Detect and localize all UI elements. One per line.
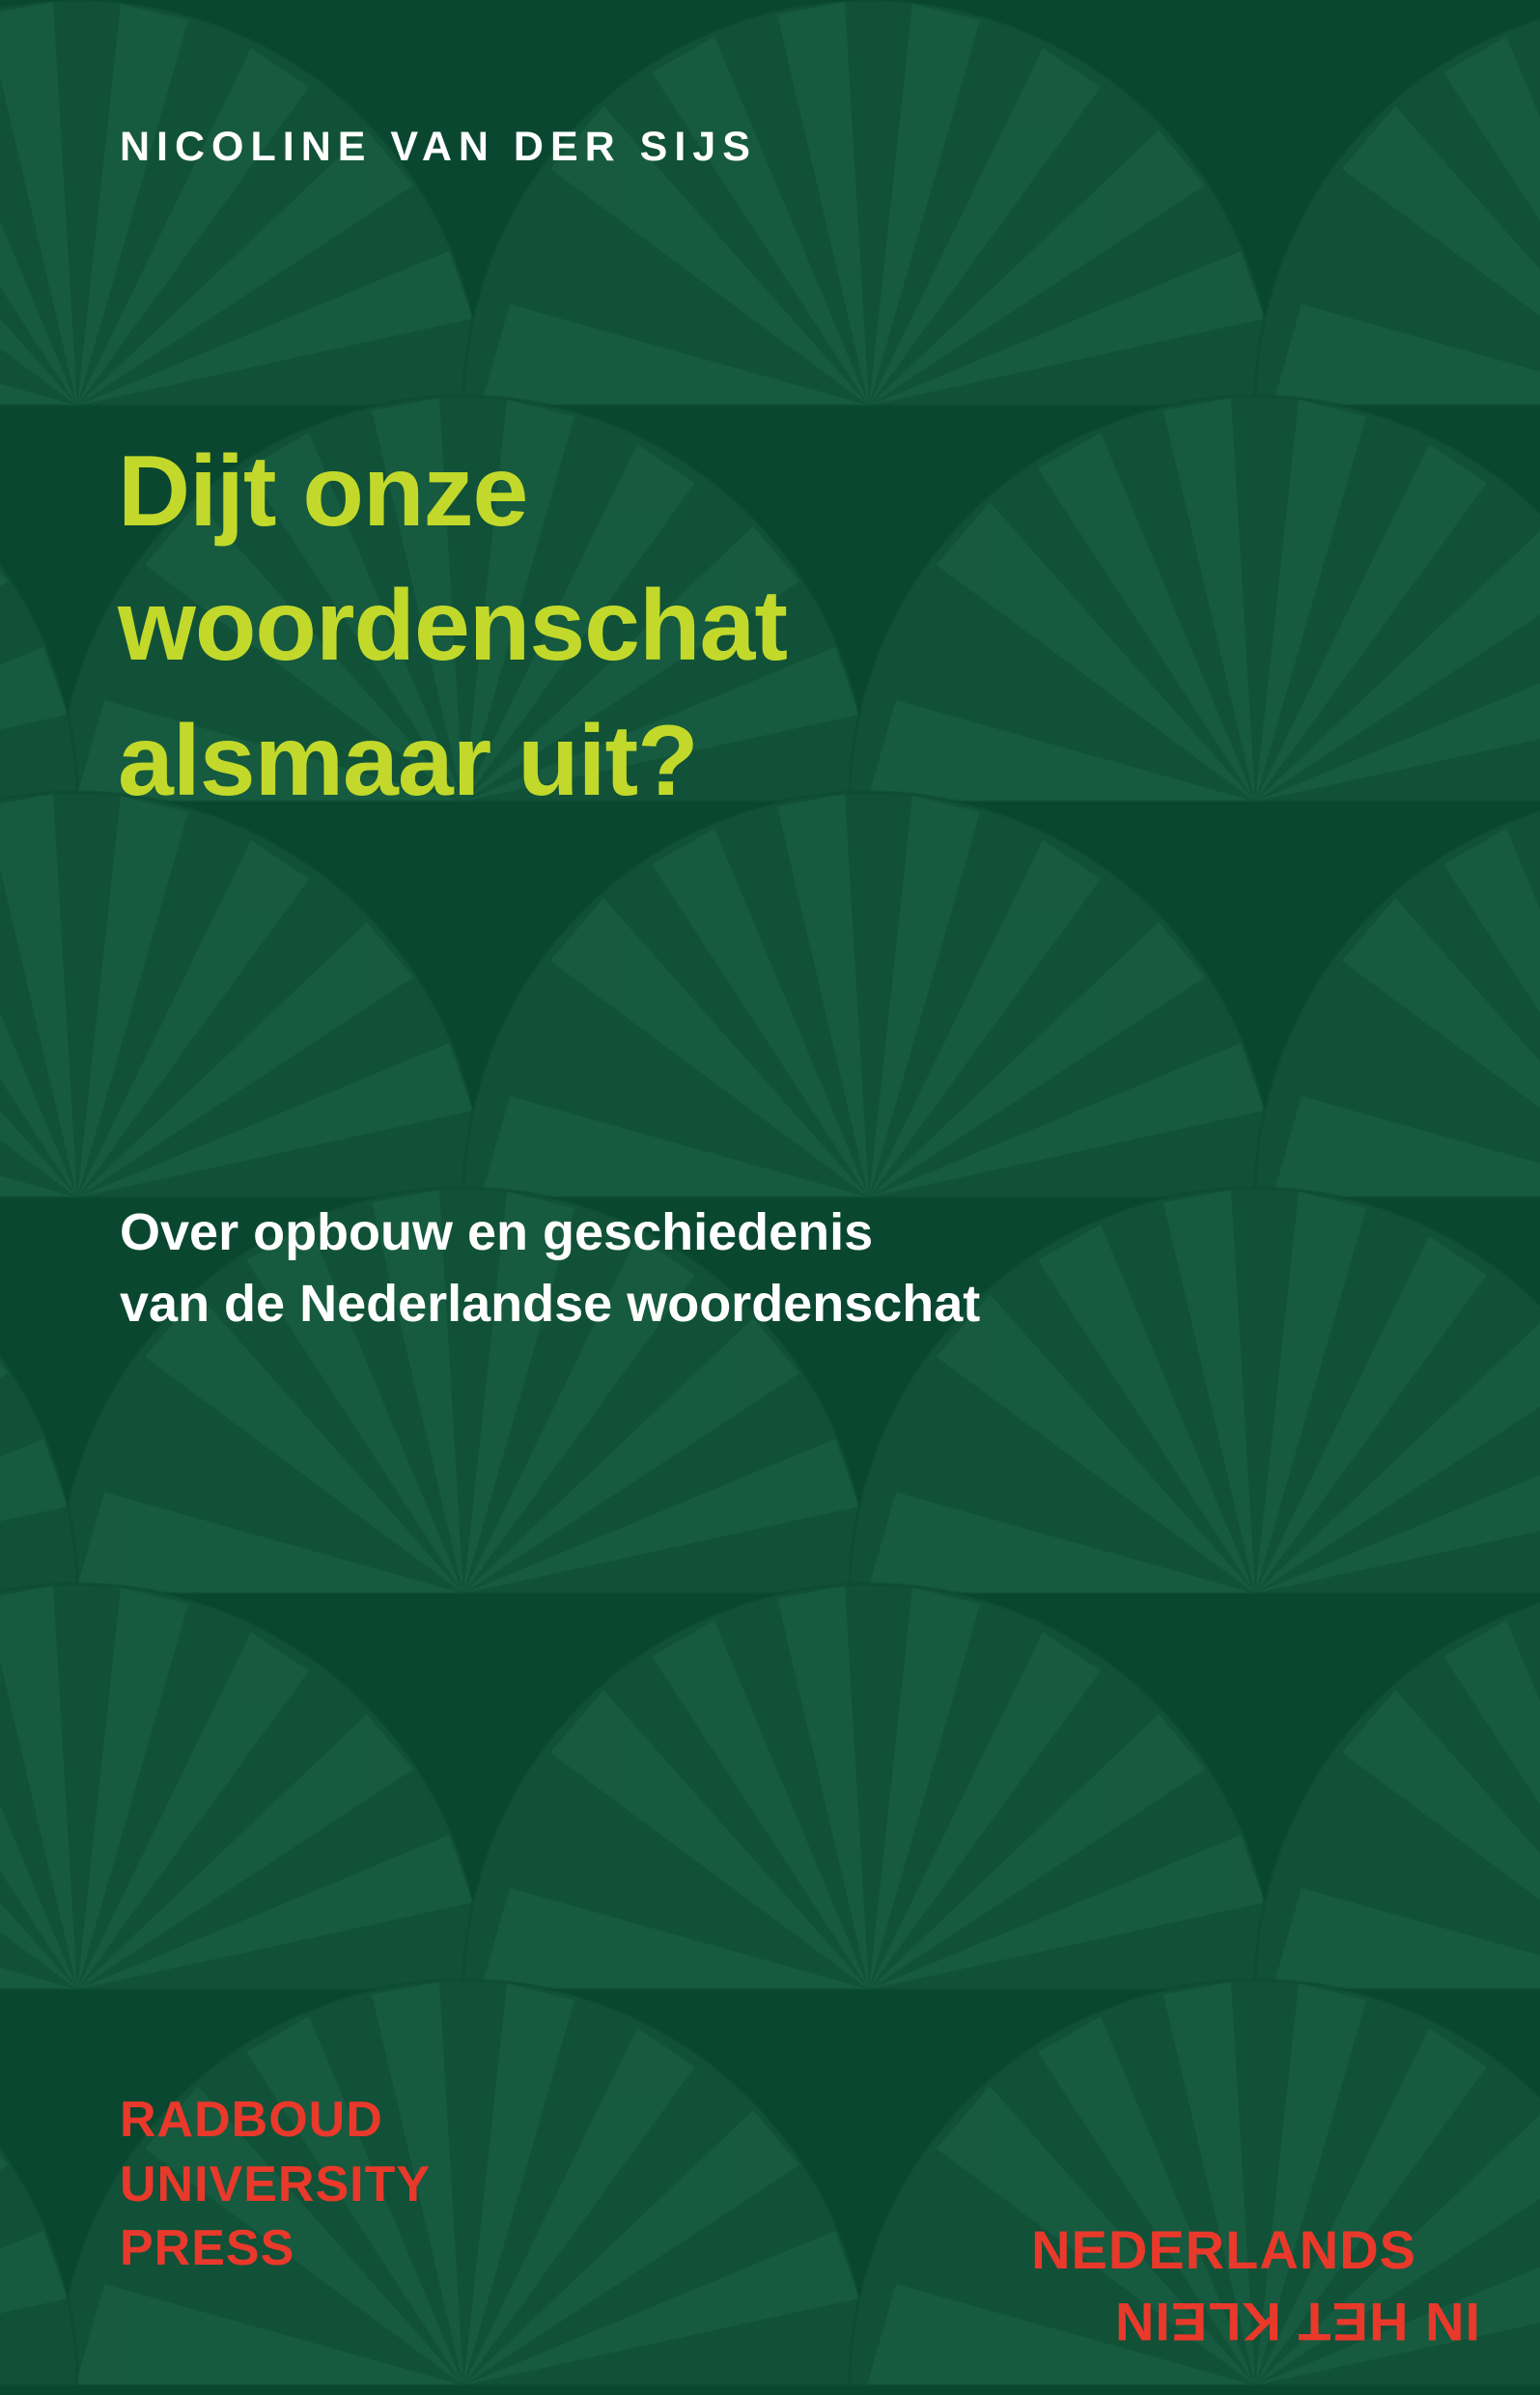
author-name: NICOLINE VAN DER SIJS bbox=[120, 124, 757, 170]
title-line-3: alsmaar uit? bbox=[118, 704, 698, 817]
subtitle-line-2: van de Nederlandse woordenschat bbox=[120, 1274, 981, 1333]
publisher-line-2: UNIVERSITY bbox=[120, 2156, 432, 2212]
publisher-logo bbox=[120, 2088, 431, 2281]
title-line-1: Dijt onze bbox=[118, 436, 528, 548]
series-name-vertical bbox=[1114, 2291, 1480, 2353]
book-subtitle bbox=[120, 1198, 1327, 1340]
title-line-2: woordenschat bbox=[118, 570, 787, 683]
subtitle-line-1: Over opbouw en geschiedenis bbox=[120, 1203, 874, 1261]
book-title bbox=[118, 425, 1180, 829]
series-vertical-text: IN HET KLEIN bbox=[1113, 2292, 1480, 2353]
publisher-line-3: PRESS bbox=[120, 2220, 295, 2277]
publisher-line-1: RADBOUD bbox=[120, 2092, 383, 2149]
series-name-horizontal: NEDERLANDS bbox=[1031, 2219, 1416, 2280]
